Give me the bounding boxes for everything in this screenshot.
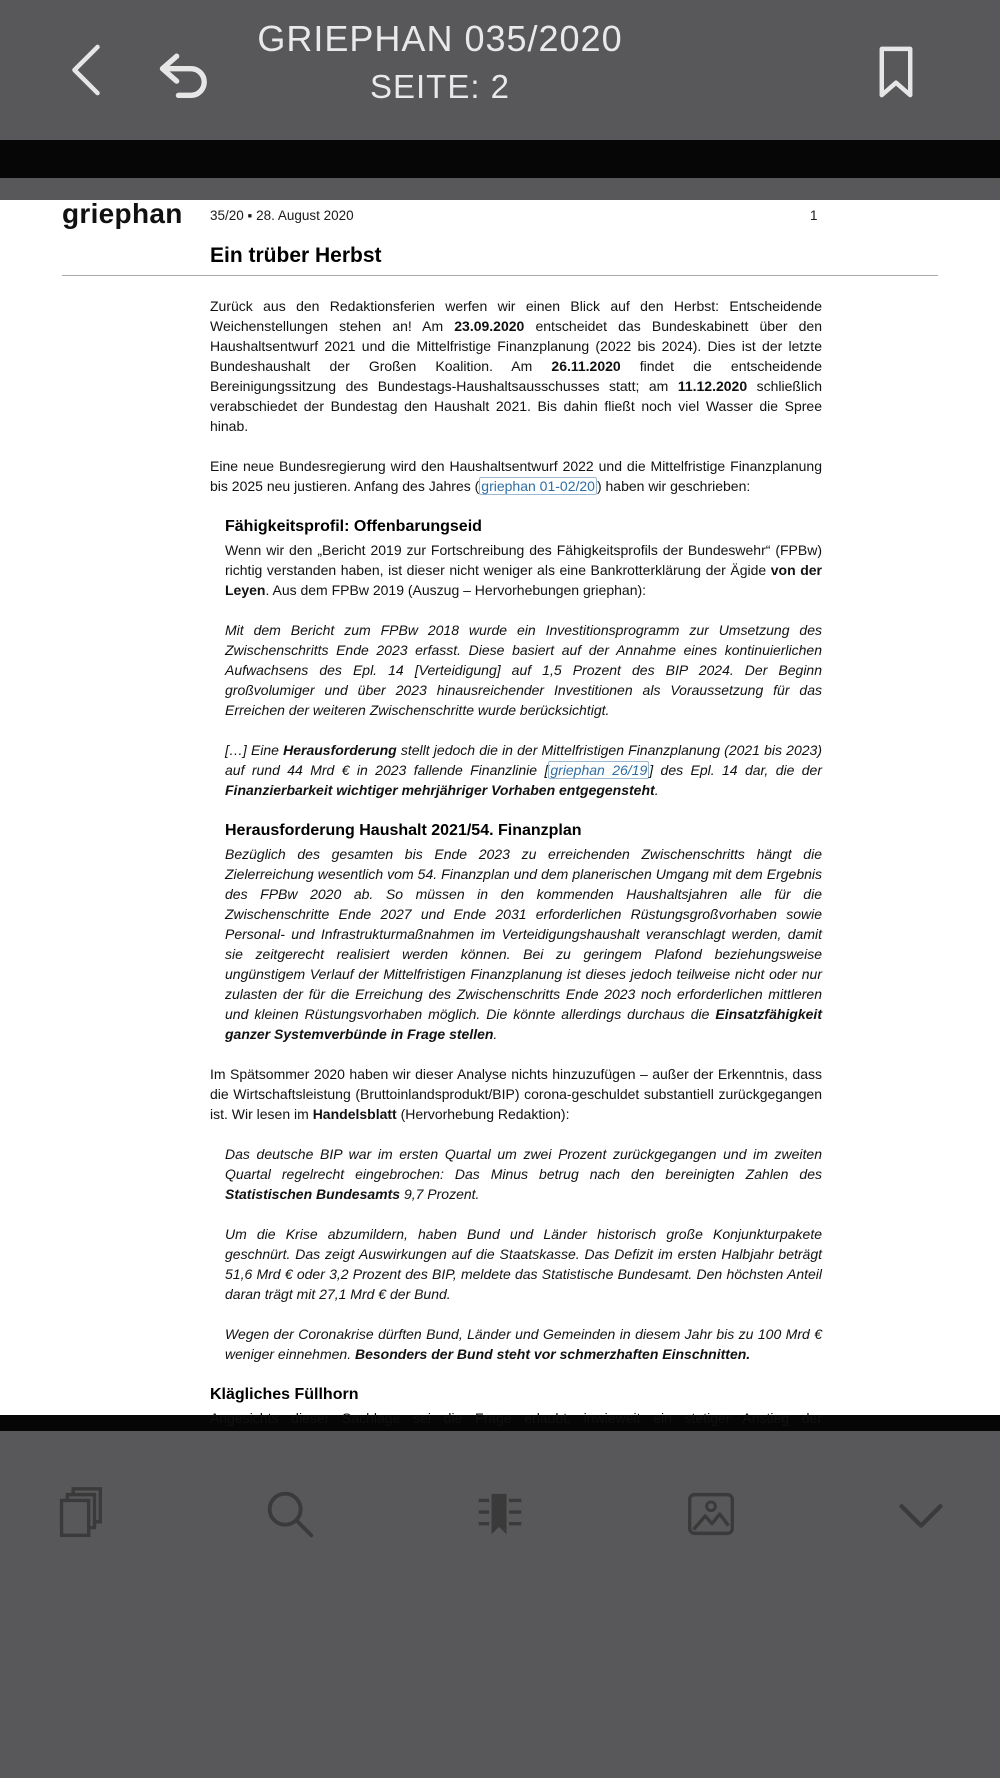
article-title-row [62, 244, 938, 276]
article-title: Ein trüber Herbst [210, 244, 382, 267]
griephan-logo: griephan [62, 198, 183, 229]
text-run: entscheidet das Bundeskabinett über den Haushaltsentwurf 2021 und die Mittelfristige Finanzplanung (2022 bis 2024). Dies ist der letzte Bundeshaushalt der Großen Koalition. Am [210, 318, 822, 374]
text-run: 9,7 Prozent. [400, 1186, 480, 1202]
app-header [0, 0, 1000, 140]
text-run: . [654, 782, 659, 798]
text-run: Zurück aus den Redaktionsferien werfen wir einen Blick auf den Herbst: Entscheidende Weichenstellungen stehen an! Am [210, 298, 822, 334]
document-title-line1: GRIEPHAN 035/2020 [257, 18, 623, 59]
text-run: von der Leyen [225, 562, 822, 598]
document-page [0, 198, 1000, 1426]
article-paragraph [225, 1224, 822, 1304]
text-run: Herausforderung [283, 742, 397, 758]
masthead [62, 200, 938, 234]
text-run: Fähigkeitsprofil: Offenbarungseid [225, 518, 482, 535]
text-run: Bezüglich des gesamten bis Ende 2023 zu erreichenden Zwischenschritts hängt die Zielerreichung wesentlich vom 54. Finanzplan und dem planerischen Umgang mit dem Ergebnis des FPBw 2020 ab. So müssen in den kommenden Haushaltsjahren alle für die Zwischenschritte Ende 2027 und Ende 2031 erforderlichen Rüstungsgroßvorhaben sowie Personal- und Infrastrukturmaßnahmen im Verteidigungshaushalt veranschlagt werden, damit sie zeitgerecht realisiert werden können. Bei zu geringem Plafond beziehungsweise ungünstigem Verlauf der Mittelfristigen Finanzplanung ist dieses jedoch teilweise nicht oder nur zulasten der für die Erreichung des Zwischenschritts Ende 2023 noch erforderlichen mittleren und kleinen Rüstungsvorhaben möglich. Die könnte allerdings durchaus die [225, 846, 822, 1022]
text-run: ] des Epl. 14 dar, die der [649, 762, 822, 778]
app-footer [0, 1431, 1000, 1778]
image-icon[interactable] [680, 1483, 742, 1545]
text-run: Im Spätsommer 2020 haben wir dieser Analyse nichts hinzuzufügen – außer der Erkenntnis, dass die Wirtschaftsleistung (Bruttoinlandsprodukt/BIP) corona-geschuldet substantiell zurückgegangen ist. Wir lesen im [210, 1066, 822, 1122]
inline-link[interactable]: griephan 26/19 [550, 762, 648, 778]
section-heading [210, 1384, 822, 1406]
article-paragraph [210, 456, 822, 496]
text-run: Mit dem Bericht zum FPBw 2018 wurde ein Investitionsprogramm zur Umsetzung des Zwischenschritts Ende 2023 erfasst. Diese basiert auf der Annahme eines kontinuierlichen Aufwachsens des Epl. 14 [Verteidigung] auf 1,5 Prozent des BIP 2024. Der Beginn großvolumiger und über 2023 hinausreichender Investitionen als Voraussetzung für das Erreichen der weiteren Zwischenschritte wurde berücksichtigt. [225, 622, 822, 718]
article-paragraph [225, 740, 822, 800]
text-run: Wegen der Coronakrise dürften Bund, Länder und Gemeinden in diesem Jahr bis zu 100 Mrd € weniger einnehmen. [225, 1326, 822, 1362]
issue-info: 35/20 ▪ 28. August 2020 [210, 208, 354, 223]
text-run: Eine neue Bundesregierung wird den Haushaltsentwurf 2022 und die Mittelfristige Finanzplanung bis 2025 neu justieren. Anfang des Jahres ( [210, 458, 822, 494]
text-run: Das deutsche BIP war im ersten Quartal um zwei Prozent zurückgegangen und im zweiten Quartal regelrecht eingebrochen: Das Minus betrug nach den bereinigten Zahlen des [225, 1146, 822, 1182]
text-run: Statistischen Bundesamts [225, 1186, 401, 1202]
document-title-line2: SEITE: 2 [369, 68, 511, 105]
text-run: 26.11.2020 [551, 358, 621, 374]
text-run: Finanzierbarkeit wichtiger mehrjähriger Vorhaben entgegensteht [225, 782, 655, 798]
article-paragraph [225, 540, 822, 600]
footer-toolbar [0, 1431, 1000, 1545]
text-run: ) haben wir geschrieben: [596, 478, 751, 494]
top-divider-band [0, 140, 1000, 178]
article-paragraph [225, 620, 822, 720]
text-run: Klägliches Füllhorn [210, 1386, 359, 1403]
document-title [0, 18, 880, 106]
article-paragraph [225, 1144, 822, 1204]
article-paragraph [225, 844, 822, 1044]
section-heading [225, 516, 822, 538]
bookmark-icon[interactable] [864, 40, 928, 104]
section-heading [225, 820, 822, 842]
text-run: […] Eine [225, 742, 284, 758]
text-run: Handelsblatt [312, 1106, 397, 1122]
article-paragraph [210, 296, 822, 436]
text-run: Angesichts dieser Sachlage sei die Frage erlaubt, inwieweit ein stetiger Anstieg der [210, 1410, 822, 1426]
text-run: stellt jedoch die in der Mittelfristigen Finanzplanung (2021 bis 2023) auf rund 44 Mrd € in 2023 fallende Finanzlinie [ [225, 742, 822, 778]
text-run: (Hervorhebung Redaktion): [396, 1106, 570, 1122]
text-run: 23.09.2020 [454, 318, 525, 334]
text-run: 11.12.2020 [677, 378, 748, 394]
text-run: . Aus dem FPBw 2019 (Auszug – Hervorhebungen griephan): [265, 582, 647, 598]
text-run: schließlich verabschiedet der Bundestag den Haushalt 2021. Bis dahin fließt noch viel Wasser die Spree hinab. [210, 378, 822, 434]
text-run: . [493, 1026, 498, 1042]
article-body [210, 296, 822, 1528]
bookmarks-list-icon[interactable] [469, 1483, 531, 1545]
text-run: findet die entscheidende Bereinigungssitzung des Bundestags-Haushaltsausschusses statt; am [210, 358, 822, 394]
text-run: Besonders der Bund steht vor schmerzhaften Einschnitten. [354, 1346, 751, 1362]
search-icon[interactable] [259, 1483, 321, 1545]
chevron-down-icon[interactable] [890, 1483, 952, 1545]
inline-link[interactable]: griephan 01-02/20 [481, 478, 595, 494]
text-run: Wenn wir den „Bericht 2019 zur Fortschreibung des Fähigkeitsprofils der Bundeswehr“ (FPBw) richtig verstanden haben, ist dieser nicht weniger als eine Bankrotterklärung der Ägide [225, 542, 822, 578]
text-run: Einsatzfähigkeit ganzer Systemverbünde in Frage stellen [225, 1006, 822, 1042]
article-paragraph [210, 1064, 822, 1124]
article-paragraph [225, 1324, 822, 1364]
text-run: Herausforderung Haushalt 2021/54. Finanzplan [225, 822, 582, 839]
library-icon[interactable] [48, 1483, 110, 1545]
page-number: 1 [810, 208, 818, 223]
text-run: Um die Krise abzumildern, haben Bund und Länder historisch große Konjunkturpakete geschnürt. Das zeigt Auswirkungen auf die Staatskasse. Das Defizit im ersten Halbjahr beträgt 51,6 Mrd € oder 3,2 Prozent des BIP, meldete das Statistische Bundesamt. Den höchsten Anteil daran trägt mit 27,1 Mrd € der Bund. [225, 1226, 822, 1302]
